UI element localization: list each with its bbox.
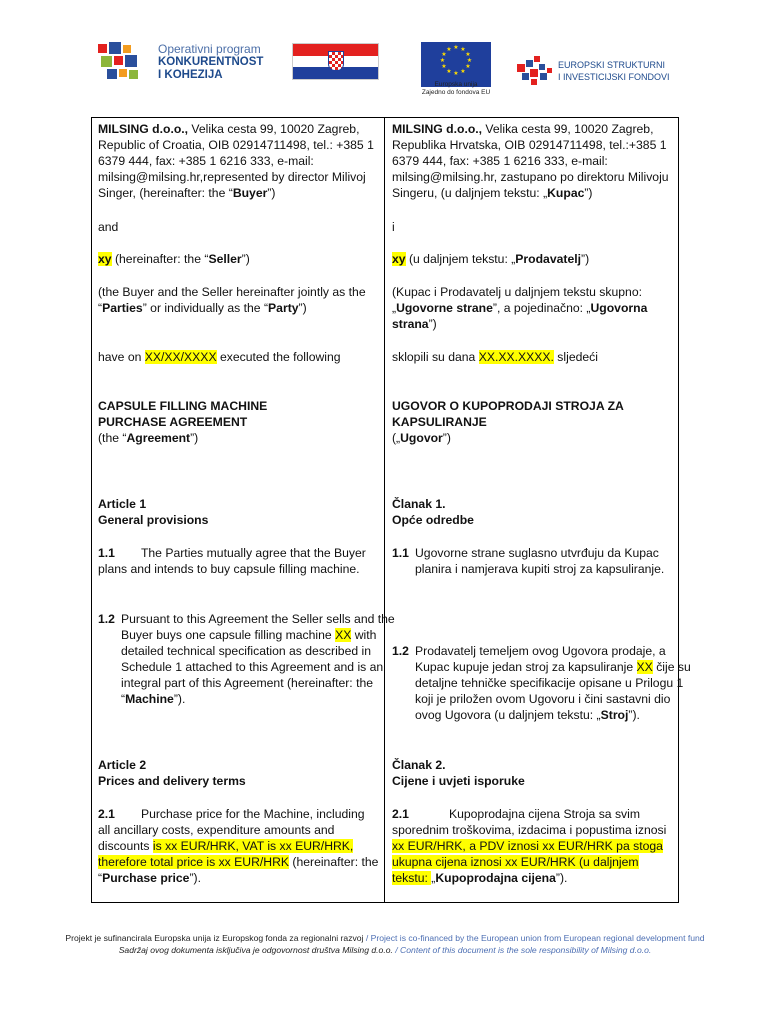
- svg-text:★: ★: [465, 63, 471, 70]
- en-clause-2-1: 2.1 Purchase price for the Machine, including all ancillary costs, expenditure amounts and discounts is xx EUR/HRK, VAT is xx EUR/HRK, therefore total price is xx EUR/HRK (hereinafter: the “Purchase price”).: [98, 807, 379, 885]
- svg-text:★: ★: [453, 44, 459, 51]
- hr-and: i: [392, 220, 395, 234]
- svg-text:★: ★: [460, 46, 466, 53]
- hr-executed-line: sklopili su dana XX.XX.XXXX. sljedeći: [392, 350, 598, 364]
- footer-line1: Projekt je sufinancirala Europska unija iz Europskog fonda za regionalni razvoj / Project is co-financed by the European union from European regional development fund: [65, 933, 705, 943]
- en-party1-paragraph: MILSING d.o.o., Velika cesta 99, 10020 Zagreb, Republic of Croatia, OIB 02914711498, tel.: +385 1 6379 444, fax: +385 1 6216 333, e-mail: milsing@milsing.hr,represented by director Milivoj Singer, (hereinafter: the “Buyer”): [98, 122, 374, 200]
- svg-text:★: ★: [446, 46, 452, 53]
- hr-clause-1-2: 1.2 Prodavatelj temeljem ovog Ugovora prodaje, a Kupac kupuje jedan stroj za kapsuliranje XX čije su detaljne tehničke specifikacije opisane u Prilogu 1 koji je priložen ovom Ugovoru i čini sastavni dio ovog Ugovora (u daljnjem tekstu: „Stroj”).: [392, 644, 691, 722]
- svg-text:★: ★: [441, 63, 447, 70]
- hr-date-placeholder: XX.XX.XXXX.: [478, 350, 554, 364]
- hr-party2-paragraph: xy (u daljnjem tekstu: „Prodavatelj”): [392, 252, 590, 266]
- op-logo-line2: KONKURENTNOST: [158, 56, 264, 68]
- esi-funds-mark-icon: [517, 56, 555, 88]
- en-clause-1-2: 1.2 Pursuant to this Agreement the Seller sells and the Buyer buys one capsule filling machine XX with detailed technical specification as described in Schedule 1 attached to this Agreement and is an integral part of this Agreement (hereinafter: the “Machine”).: [98, 612, 395, 706]
- en-party2-name: xy: [98, 252, 112, 266]
- op-logo-squares-icon: [98, 42, 142, 82]
- svg-text:★: ★: [446, 68, 452, 75]
- hr-clause-2-1: 2.1 Kupoprodajna cijena Stroja sa svim sporednim troškovima, izdacima i popustima iznosi xx EUR/HRK, a PDV iznosi xx EUR/HRK pa stoga ukupna cijena iznosi xx EUR/HRK (u daljnjem tekstu: „Kupoprodajna cijena”).: [392, 807, 667, 885]
- en-article2-heading: Article 2 Prices and delivery terms: [98, 758, 246, 788]
- en-clause-1-1: 1.1 The Parties mutually agree that the Buyer plans and intends to buy capsule filling machine.: [98, 546, 366, 576]
- croatian-flag-icon: [292, 43, 379, 80]
- en-date-placeholder: XX/XX/XXXX: [144, 350, 217, 364]
- croatian-coat-of-arms-icon: [328, 51, 344, 71]
- esi-logo-line2: I INVESTICIJSKI FONDOVI: [558, 72, 670, 82]
- hr-article1-heading: Članak 1. Opće odredbe: [392, 497, 474, 527]
- en-party1-defined-term: Buyer: [232, 186, 268, 200]
- column-divider: [384, 117, 385, 903]
- en-parties-paragraph: (the Buyer and the Seller hereinafter jointly as the “Parties” or individually as the “Party”): [98, 285, 366, 315]
- esi-logo-line1: EUROPSKI STRUKTURNI: [558, 60, 666, 70]
- croatian-column: [392, 119, 691, 885]
- svg-text:★: ★: [465, 51, 471, 58]
- op-logo-line1: Operativni program: [158, 42, 261, 56]
- svg-text:★: ★: [439, 57, 446, 64]
- en-executed-line: have on XX/XX/XXXX executed the following: [98, 350, 341, 364]
- hr-article2-heading: Članak 2. Cijene i uvjeti isporuke: [392, 758, 525, 788]
- svg-text:★: ★: [453, 70, 459, 77]
- en-agreement-title: CAPSULE FILLING MACHINE PURCHASE AGREEMENT (the “Agreement”): [98, 399, 268, 445]
- svg-text:★: ★: [441, 51, 447, 58]
- en-article1-heading: Article 1 General provisions: [98, 497, 209, 527]
- svg-text:★: ★: [460, 68, 466, 75]
- page-footer: [60, 932, 710, 956]
- en-and: and: [98, 220, 119, 234]
- eu-caption-line1: Europska unija: [434, 81, 478, 88]
- svg-text:★: ★: [466, 57, 473, 64]
- en-party2-paragraph: xy (hereinafter: the “Seller”): [98, 252, 250, 266]
- operational-programme-logo: [98, 42, 268, 82]
- english-column: [98, 119, 395, 885]
- hr-clause-1-1: 1.1 Ugovorne strane suglasno utvrđuju da Kupac planira i namjerava kupiti stroj za kapsuliranje.: [392, 546, 665, 576]
- op-logo-line3: I KOHEZIJA: [158, 69, 223, 81]
- en-party1-company: MILSING d.o.o.,: [98, 122, 189, 136]
- hr-agreement-title: UGOVOR O KUPOPRODAJI STROJA ZA KAPSULIRANJE („Ugovor”): [392, 399, 624, 445]
- eu-caption-line2: Zajedno do fondova EU: [421, 89, 491, 96]
- esi-funds-logo: [517, 56, 677, 88]
- hr-party1-paragraph: MILSING d.o.o., Velika cesta 99, 10020 Zagreb, Republika Hrvatska, OIB 02914711498, tel.:+385 1 6379 444, fax: +385 1 6216 333, e-mail: milsing@milsing.hr, zastupano po direktoru Milivoju Singeru, (u daljnjem tekstu: „Kupac”): [392, 122, 669, 200]
- footer-line2: Sadržaj ovog dokumenta isključiva je odgovornost društva Milsing d.o.o. / Content of this document is the sole responsibility of Milsing d.o.o.: [118, 945, 652, 955]
- hr-parties-paragraph: (Kupac i Prodavatelj u daljnjem tekstu skupno: „Ugovorne strane”, a pojedinačno: „Ugovorna strana”): [392, 285, 648, 331]
